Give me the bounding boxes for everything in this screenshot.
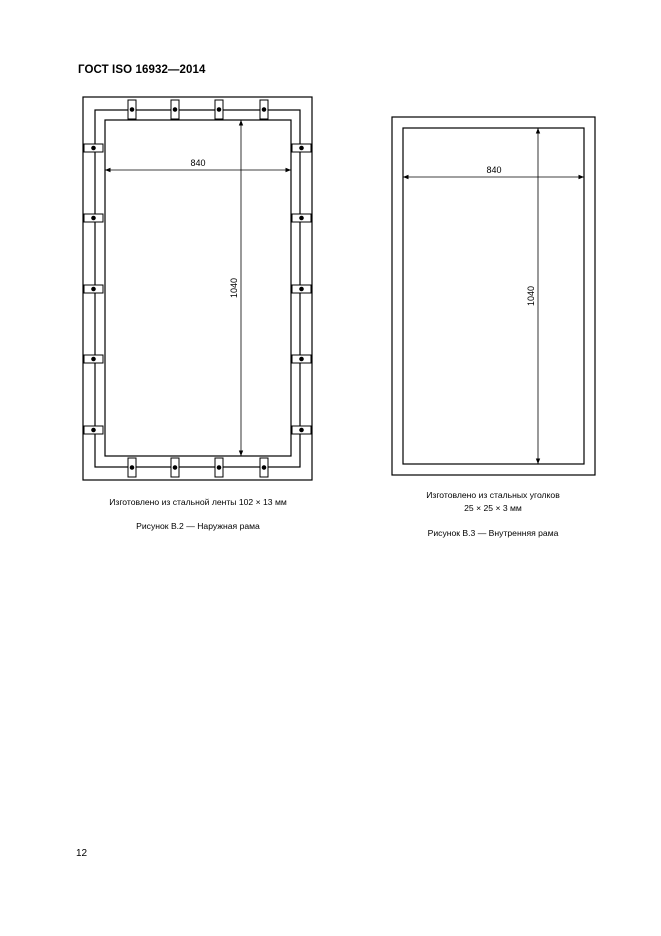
width-dimension-label: 840 — [486, 165, 502, 175]
page-number: 12 — [76, 848, 88, 859]
figure-b2-note: Изготовлено из стальной ленты 102 × 13 мм — [109, 497, 287, 507]
width-dimension-label: 840 — [190, 158, 206, 168]
figure-b3-note-line1: Изготовлено из стальных уголков — [426, 490, 560, 500]
height-dimension-label: 1040 — [526, 285, 536, 307]
height-dimension-label: 1040 — [229, 277, 239, 299]
figure-b2-caption: Рисунок В.2 — Наружная рама — [136, 521, 260, 531]
figure-b3-caption: Рисунок В.3 — Внутренняя рама — [427, 528, 559, 538]
document-header: ГОСТ ISO 16932—2014 — [78, 64, 206, 76]
figure-b3-note-line2: 25 × 25 × 3 мм — [464, 503, 522, 513]
inner-frame-inner — [403, 128, 584, 464]
